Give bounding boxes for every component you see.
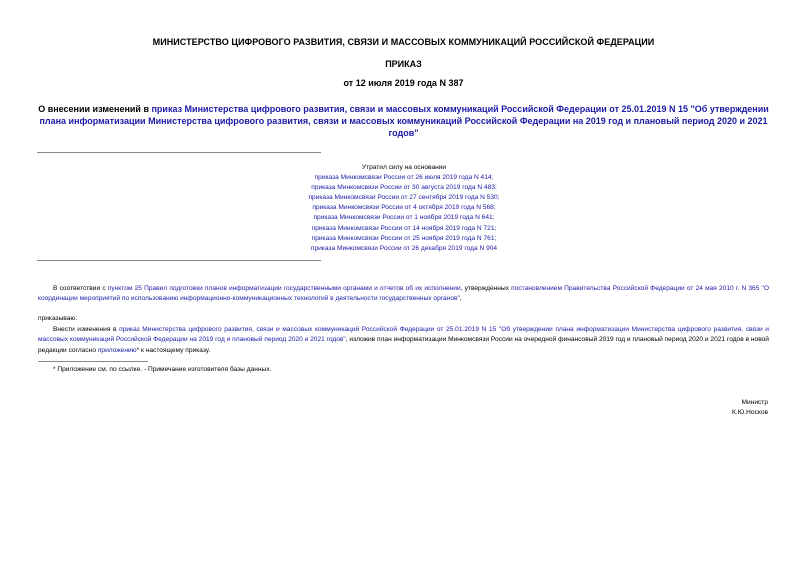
divider-top <box>37 152 321 153</box>
title-link[interactable]: приказ Министерства цифрового развития, связи и массовых коммуникаций Российской Федерации от 25.01.2019 N 15 "Об утверждении плана информатизации Министерства цифрового развития, связи и массовых коммуникаций Российской Федерации на 2019 год и плановый период 2020 и 2021 годов" <box>39 104 769 138</box>
lost-force-link[interactable]: приказа Минкомсвязи России от 26 июля 2019 года N 414; <box>314 174 494 182</box>
lost-force-link[interactable]: приказа Минкомсвязи России от 4 октября 2019 года N 568; <box>312 204 496 212</box>
lost-force-link[interactable]: приказа Минкомсвязи России от 27 сентября 2019 года N 530; <box>308 194 500 202</box>
signatory-position: Министр <box>741 399 768 406</box>
paragraph-basis <box>38 284 769 305</box>
title-prefix: О внесении изменений в <box>38 104 152 114</box>
text-run: , изложив план информатизации Минкомсвязи России на очередной финансовый 2019 год и плановый период 2020 и 2021 годов в новой редакции согласно <box>38 336 769 354</box>
lost-force-link[interactable]: приказа Минкомсвязи России от 1 ноября 2019 года N 641; <box>313 214 495 222</box>
resolution-link[interactable]: постановлением Правительства Российской Федерации от 24 мая 2010 г. N 365 "О координации мероприятий по использованию информационно-коммуникационных технологий в деятельности государственных органов" <box>38 285 770 303</box>
divider-bottom <box>37 260 321 261</box>
text-run: , утвержденных <box>460 285 512 292</box>
footnote-divider <box>38 361 148 362</box>
paragraph-order: приказываю: <box>38 315 78 322</box>
document-type: ПРИКАЗ <box>385 59 422 69</box>
order-link[interactable]: приказ Министерства цифрового развития, связи и массовых коммуникаций Российской Федерации от 25.01.2019 N 15 "Об утверждении плана информатизации Министерства цифрового развития, связи и массовых коммуникаций Российской Федерации на 2019 год и плановый период 2020 и 2021 годов" <box>38 326 769 344</box>
appendix-link[interactable]: приложению <box>97 346 137 354</box>
document-title <box>38 103 769 139</box>
signature-block <box>732 398 768 418</box>
lost-force-block <box>260 163 548 254</box>
lost-force-link[interactable]: приказа Минкомсвязи России от 14 ноября 2019 года N 721; <box>311 224 497 232</box>
rules-link[interactable]: пунктом 25 Правил подготовки планов информатизации государственными органами и отчетов об их исполнении <box>107 285 461 292</box>
document-date-number: от 12 июля 2019 года N 387 <box>343 78 464 88</box>
lost-force-link[interactable]: приказа Минкомсвязи России от 26 декабря 2019 года N 904 <box>310 244 498 252</box>
signatory-name: К.Ю.Носков <box>731 409 768 417</box>
text-run: В соответствии с <box>53 285 108 292</box>
text-run: , <box>459 295 462 303</box>
text-run: * к настоящему приказу. <box>136 346 211 354</box>
lost-force-link[interactable]: приказа Минкомсвязи России от 25 ноября 2019 года N 761; <box>311 234 497 242</box>
ministry-heading: МИНИСТЕРСТВО ЦИФРОВОГО РАЗВИТИЯ, СВЯЗИ И МАССОВЫХ КОММУНИКАЦИЙ РОССИЙСКОЙ ФЕДЕРАЦИИ <box>152 37 655 47</box>
paragraph-changes <box>38 325 769 356</box>
lost-force-heading: Утратил силу на основании <box>361 164 447 171</box>
footnote: * Приложение см. по ссылке. - Примечание изготовителя базы данных. <box>53 366 272 373</box>
lost-force-link[interactable]: приказа Минкомсвязи России от 30 августа 2019 года N 483; <box>311 184 497 192</box>
text-run: Внести изменения в <box>53 326 120 333</box>
